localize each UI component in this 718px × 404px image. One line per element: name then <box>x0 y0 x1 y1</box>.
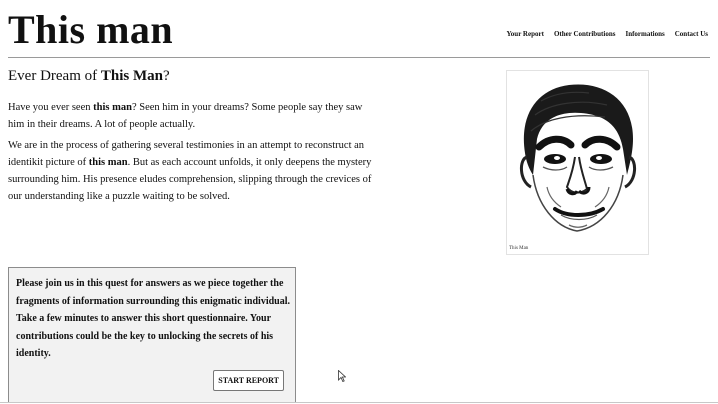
process-paragraph <box>8 137 378 205</box>
nav-your-report[interactable]: Your Report <box>506 30 544 38</box>
paragraph-text: We are in the process of gathering several testimonies in an attempt to reconstruct an identikit picture of <box>8 140 365 168</box>
headline-emphasis: This Man <box>100 68 163 84</box>
this-man-portrait <box>511 75 644 243</box>
portrait-figure <box>506 70 649 255</box>
paragraph-emphasis: this man <box>88 157 128 168</box>
paragraph-text: Have you ever seen <box>8 102 94 113</box>
report-cta-box <box>8 267 296 403</box>
nav-informations[interactable]: Informations <box>625 30 665 38</box>
site-header <box>8 6 710 58</box>
paragraph-text: ? Seen him in your dreams? Some people say they saw him in their dreams. A lot of people actually. <box>8 102 363 130</box>
start-report-button[interactable]: START REPORT <box>213 370 284 391</box>
intro-paragraph <box>8 99 378 133</box>
portrait-caption: This Man <box>509 246 529 251</box>
paragraph-emphasis: this man <box>93 102 132 113</box>
site-title[interactable]: This man <box>8 7 174 52</box>
main-nav <box>507 30 708 38</box>
nav-other-contributions[interactable]: Other Contributions <box>553 30 616 38</box>
mouse-cursor-icon <box>338 370 346 382</box>
nav-contact-us[interactable]: Contact Us <box>674 30 708 38</box>
paragraph-text: . But as each account unfolds, it only deepens the mystery surrounding him. His presence eludes comprehension, slipping through the crevices of our understanding like a puzzle waiting to be solved. <box>8 157 372 202</box>
cta-message: Please join us in this quest for answers as we piece together the fragments of information surrounding this enigmatic individual. Take a few minutes to answer this short questionnaire. Your contributions could be the key to unlocking the secrets of his identity. <box>16 278 291 360</box>
headline-suffix: ? <box>162 68 170 84</box>
page-headline <box>8 66 170 86</box>
page-divider <box>0 402 718 403</box>
headline-text: Ever Dream of <box>8 68 101 84</box>
